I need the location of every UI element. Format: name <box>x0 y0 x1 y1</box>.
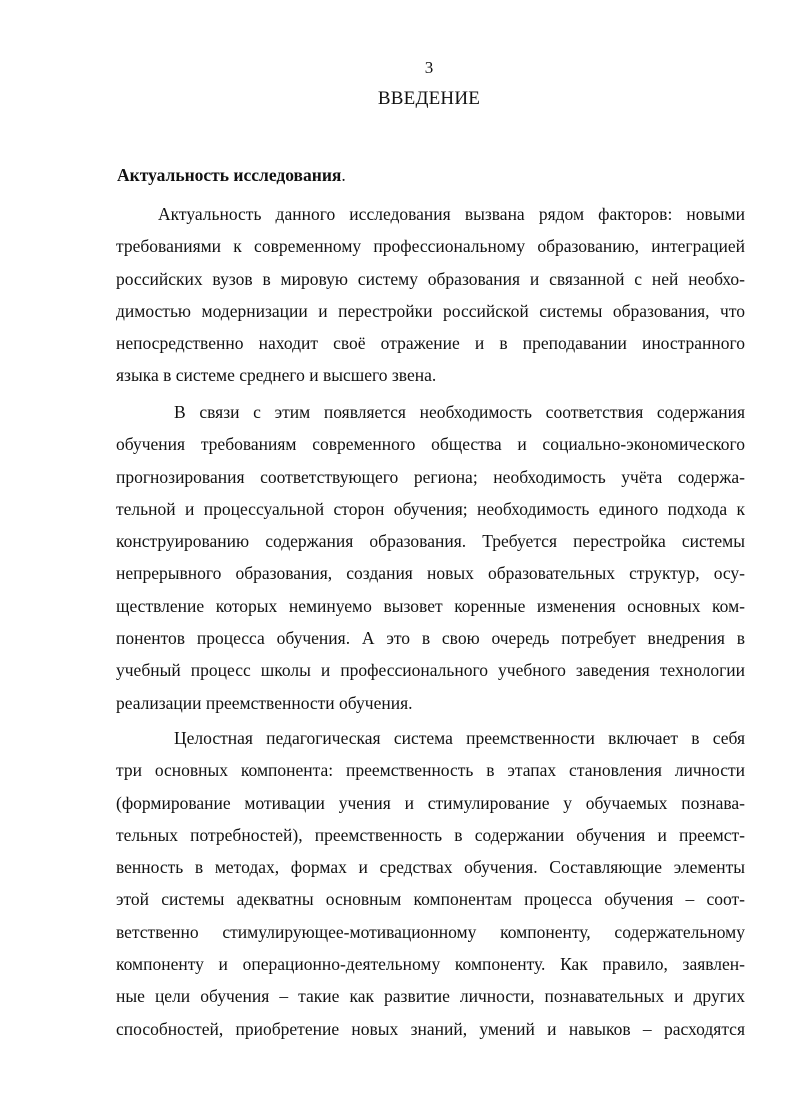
paragraph-relevance <box>116 198 745 392</box>
paragraph-system <box>116 722 745 1045</box>
text-line: тельной и процессуальной сторон обучения; необходимость единого подхода к <box>116 498 745 519</box>
text-line: реализации преемственности обучения. <box>116 692 413 713</box>
text-line: В связи с этим появляется необходимость соответствия содержания <box>174 402 745 422</box>
text-line: ществление которых неминуемо вызовет коренные изменения основных ком- <box>116 595 745 616</box>
text-line: тельных потребностей), преемственность в содержании обучения и преемст- <box>116 824 745 845</box>
text-line: венность в методах, формах и средствах обучения. Составляющие элементы <box>116 857 745 878</box>
text-line: российских вузов в мировую систему образования и связанной с ней необхо- <box>116 268 745 289</box>
text-line: языка в системе среднего и высшего звена. <box>116 365 437 386</box>
text-line: непосредственно находит своё отражение и в преподавании иностранного <box>116 333 745 354</box>
text-line: Актуальность данного исследования вызвана рядом факторов: новыми <box>158 204 745 224</box>
text-line: прогнозирования соответствующего региона; необходимость учёта содержа- <box>116 466 745 487</box>
text-line: учебный процесс школы и профессионального учебного заведения технологии <box>116 660 745 681</box>
text-line: три основных компонента: преемственность в этапах становления личности <box>116 760 745 781</box>
page-number: 3 <box>424 58 434 77</box>
text-line: Целостная педагогическая система преемственности включает в себя <box>174 728 745 748</box>
text-line: (формирование мотивации учения и стимулирование у обучаемых познава- <box>116 792 745 813</box>
text-line: требованиями к современному профессиональному образованию, интеграцией <box>116 236 745 257</box>
text-line: этой системы адекватны основным компонентам процесса обучения – соот- <box>116 889 745 910</box>
text-line: димостью модернизации и перестройки российской системы образования, что <box>116 300 745 321</box>
section-heading <box>117 164 346 186</box>
text-line: способностей, приобретение новых знаний, умений и навыков – расходятся <box>116 1018 745 1039</box>
text-line: непрерывного образования, создания новых образовательных структур, осу- <box>116 563 745 584</box>
section-title: ВВЕДЕНИЕ <box>377 88 481 109</box>
paragraph-necessity <box>116 396 745 719</box>
text-line: ные цели обучения – такие как развитие личности, познавательных и других <box>116 986 745 1007</box>
text-line: ветственно стимулирующее-мотивационному компоненту, содержательному <box>116 921 745 942</box>
text-line: понентов процесса обучения. А это в свою очередь потребует внедрения в <box>116 628 745 649</box>
section-heading-period: . <box>341 165 346 185</box>
section-heading-text: Актуальность исследования <box>117 165 342 185</box>
text-line: конструированию содержания образования. Требуется перестройка системы <box>116 531 745 552</box>
text-line: обучения требованиям современного общества и социально-экономического <box>116 434 745 455</box>
text-line: компоненту и операционно-деятельному компоненту. Как правило, заявлен- <box>116 954 745 975</box>
